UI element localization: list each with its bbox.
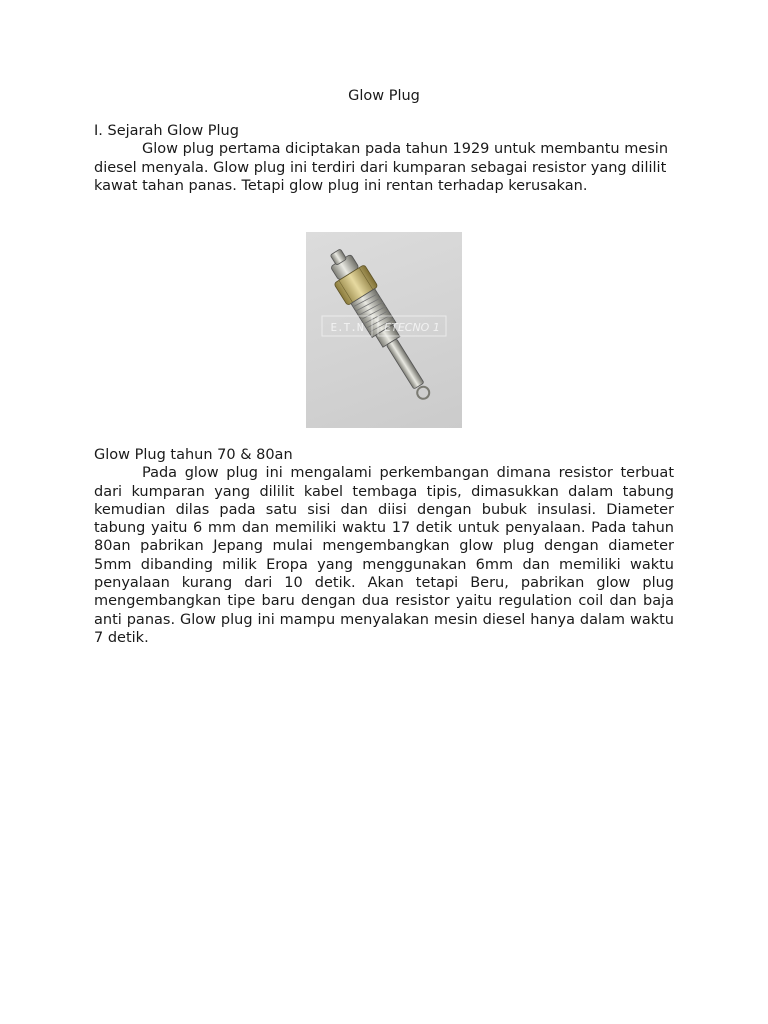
section-history [94, 122, 674, 195]
glow-plug-illustration [306, 232, 462, 428]
section-heading: Glow Plug tahun 70 & 80an [94, 447, 293, 463]
document-title: Glow Plug [348, 88, 420, 104]
section-paragraph: Glow plug pertama diciptakan pada tahun 1929 untuk membantu mesin diesel menyala. Glow plug ini terdiri dari kumparan sebagai resistor yang dililit kawat tahan panas. Tetapi glow plug ini rentan terhadap kerusakan. [94, 141, 669, 194]
glow-plug-photo [306, 232, 462, 428]
section-heading: I. Sejarah Glow Plug [94, 123, 239, 139]
svg-text:E.T.N: E.T.N [330, 321, 364, 334]
section-70-80s [94, 446, 674, 647]
svg-text:ETECNO 1: ETECNO 1 [384, 321, 440, 334]
section-paragraph: Pada glow plug ini mengalami perkembangan dimana resistor terbuat dari kumparan yang dililit kabel tembaga tipis, dimasukkan dalam tabung kemudian dilas pada satu sisi dan diisi dengan bubuk insulasi. Diameter tabung yaitu 6 mm dan memiliki waktu 17 detik untuk penyalaan. Pada tahun 80an pabrikan Jepang mulai mengembangkan glow plug dengan diameter 5mm dibanding milik Eropa yang menggunakan 6mm dan memiliki waktu penyalaan kurang dari 10 detik. Akan tetapi Beru, pabrikan glow plug mengembangkan tipe baru dengan dua resistor yaitu regulation coil dan baja anti panas. Glow plug ini mampu menyalakan mesin diesel hanya dalam waktu 7 detik. [94, 465, 674, 646]
